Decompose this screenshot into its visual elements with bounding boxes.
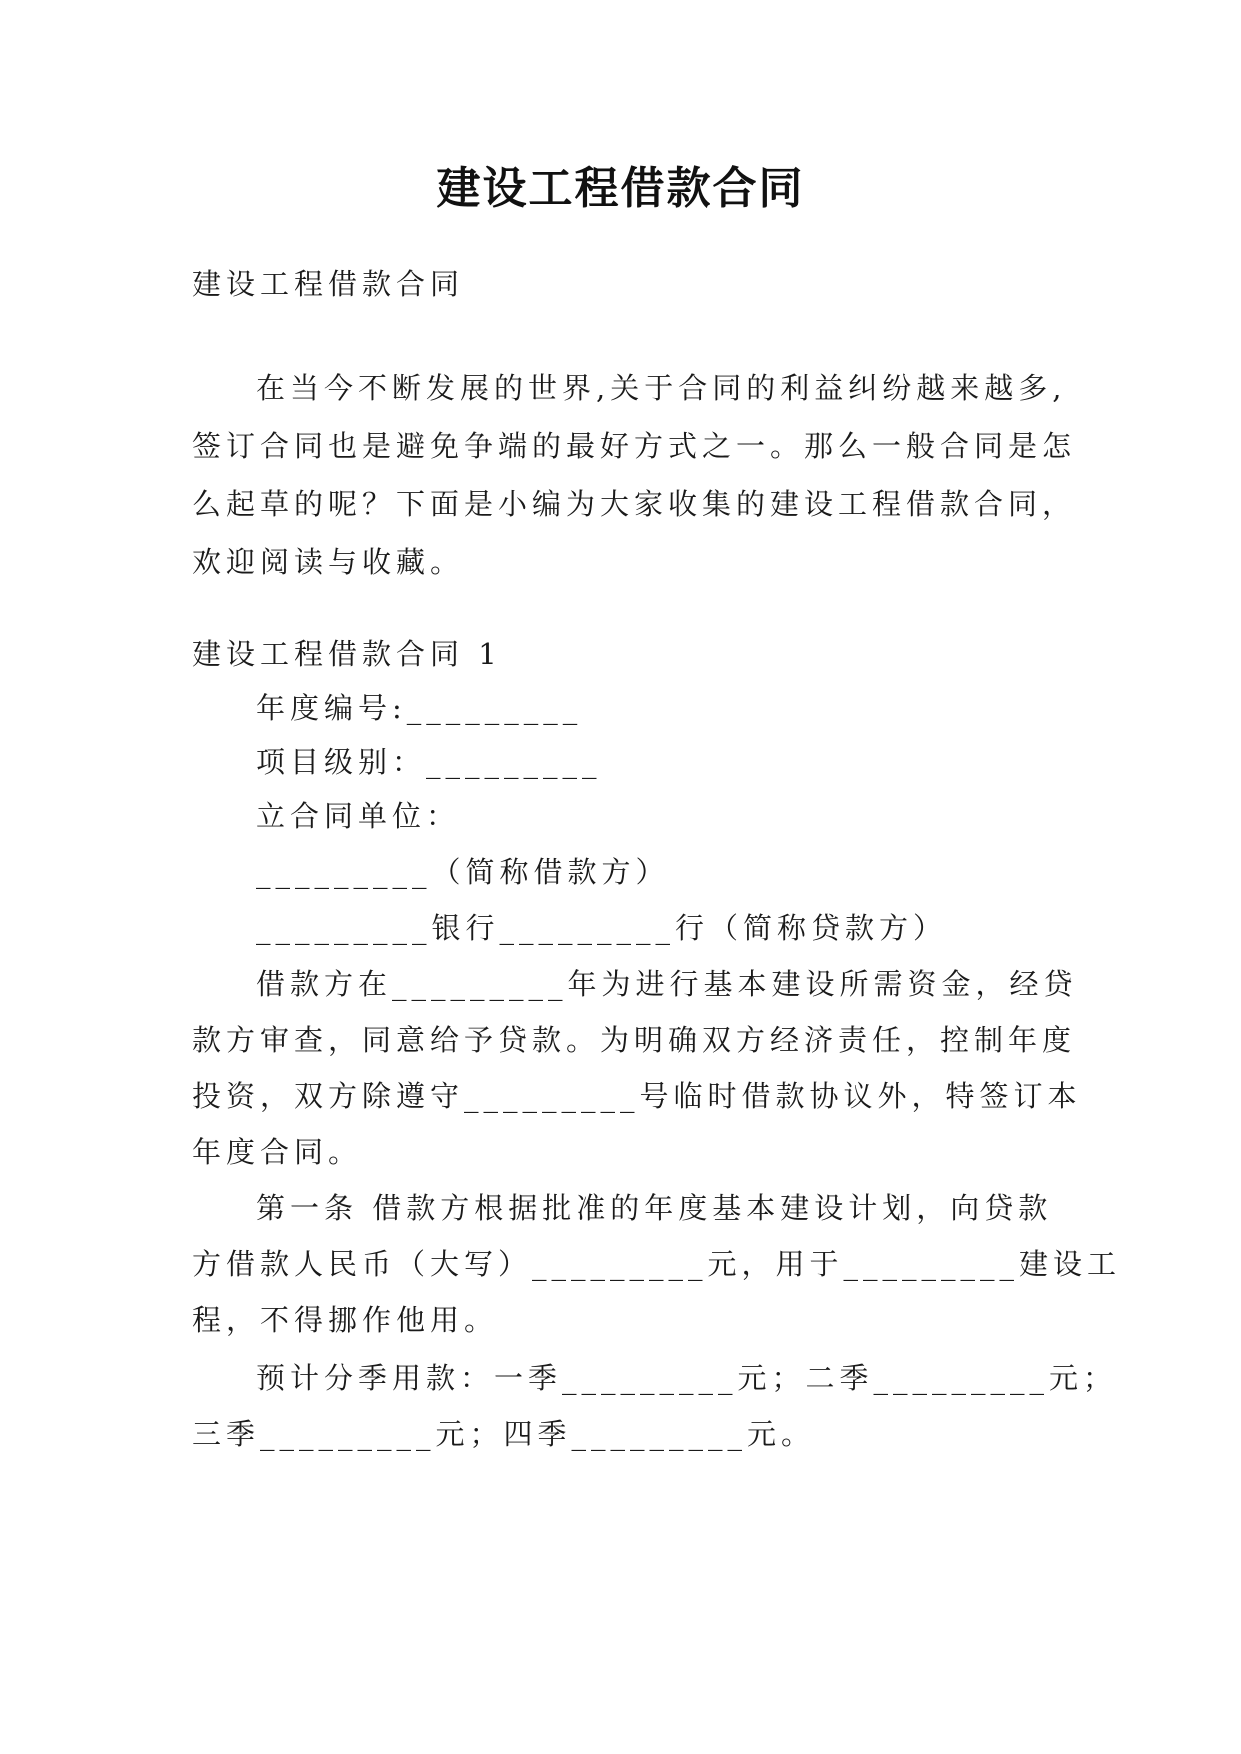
field-lender: _________银行_________行（简称贷款方） xyxy=(256,911,948,945)
field-borrower: _________（简称借款方） xyxy=(256,855,670,889)
intro-line: 在当今不断发展的世界,关于合同的利益纠纷越来越多, xyxy=(256,371,1067,405)
field-project-level: 项目级别：_________ xyxy=(256,745,602,779)
section-heading: 建设工程借款合同 1 xyxy=(192,637,502,671)
intro-line: 么起草的呢？下面是小编为大家收集的建设工程借款合同， xyxy=(192,487,1077,521)
paragraph-line: 年度合同。 xyxy=(192,1135,363,1169)
paragraph-line: 投资，双方除遵守_________号临时借款协议外，特签订本 xyxy=(192,1079,1082,1113)
document-subtitle: 建设工程借款合同 xyxy=(192,267,465,301)
quarterly-line: 预计分季用款：一季_________元；二季_________元； xyxy=(256,1361,1118,1395)
intro-line: 欢迎阅读与收藏。 xyxy=(192,545,465,579)
quarterly-line: 三季_________元；四季_________元。 xyxy=(192,1417,816,1451)
paragraph-line: 借款方在_________年为进行基本建设所需资金，经贷 xyxy=(256,967,1078,1001)
intro-line: 签订合同也是避免争端的最好方式之一。那么一般合同是怎 xyxy=(192,429,1077,463)
article-line: 程，不得挪作他用。 xyxy=(192,1303,499,1337)
paragraph-line: 款方审查，同意给予贷款。为明确双方经济责任，控制年度 xyxy=(192,1023,1077,1057)
field-contract-party: 立合同单位： xyxy=(256,799,461,833)
article-line: 方借款人民币（大写）_________元，用于_________建设工 xyxy=(192,1247,1122,1281)
article-line: 第一条 借款方根据批准的年度基本建设计划，向贷款 xyxy=(256,1191,1053,1225)
field-year-number: 年度编号:_________ xyxy=(256,691,583,725)
document-title: 建设工程借款合同 xyxy=(436,163,805,214)
